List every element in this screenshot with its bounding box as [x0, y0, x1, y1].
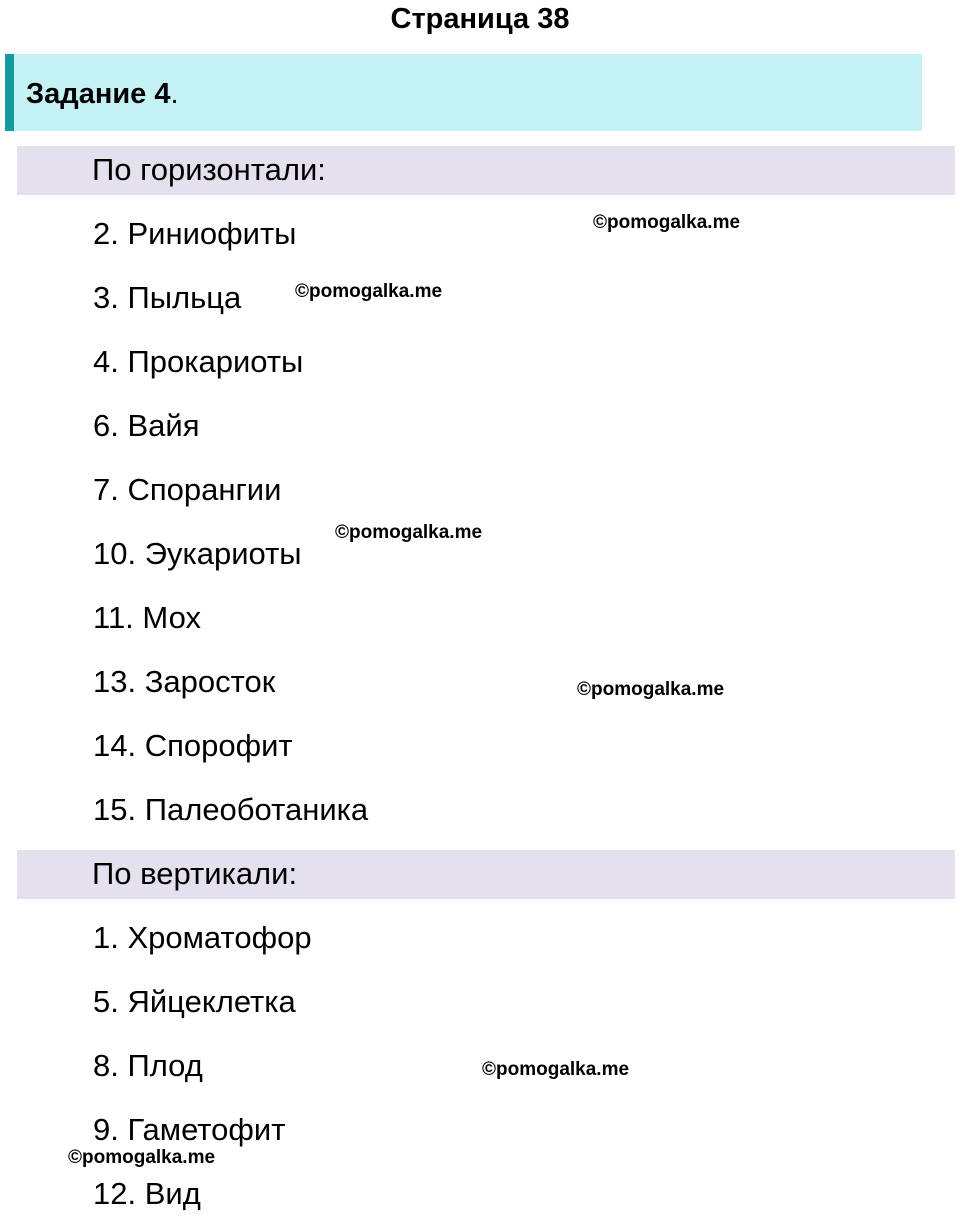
- section-vertical-label: По вертикали:: [92, 856, 298, 891]
- answer-vertical-8: 8. Плод: [93, 1048, 203, 1083]
- answer-vertical-5: 5. Яйцеклетка: [93, 984, 296, 1019]
- task-title-dot: .: [170, 78, 179, 110]
- answer-horizontal-4: 4. Прокариоты: [93, 344, 304, 379]
- watermark: ©pomogalka.me: [295, 281, 443, 302]
- page-title: Страница 38: [390, 3, 570, 35]
- answer-horizontal-11: 11. Мох: [93, 600, 201, 635]
- answer-horizontal-10: 10. Эукариоты: [93, 536, 302, 571]
- watermark: ©pomogalka.me: [335, 522, 483, 543]
- answer-horizontal-13: 13. Заросток: [93, 664, 276, 699]
- answer-horizontal-6: 6. Вайя: [93, 408, 200, 443]
- answer-vertical-1: 1. Хроматофор: [93, 920, 312, 955]
- section-vertical: [17, 850, 955, 899]
- watermark: ©pomogalka.me: [482, 1059, 630, 1080]
- task-title: [26, 77, 179, 111]
- task-header: [5, 54, 922, 131]
- answer-vertical-9: 9. Гаметофит: [93, 1112, 286, 1147]
- answer-horizontal-15: 15. Палеоботаника: [93, 792, 369, 827]
- answer-vertical-12: 12. Вид: [93, 1176, 201, 1211]
- section-horizontal-label: По горизонтали:: [92, 152, 326, 187]
- task-title-text: Задание 4: [26, 78, 171, 110]
- answer-horizontal-14: 14. Спорофит: [93, 728, 293, 763]
- answer-horizontal-7: 7. Спорангии: [93, 472, 282, 507]
- section-horizontal: [17, 146, 955, 195]
- answer-horizontal-2: 2. Риниофиты: [93, 216, 297, 251]
- watermark: ©pomogalka.me: [68, 1147, 216, 1168]
- watermark: ©pomogalka.me: [577, 679, 725, 700]
- answer-horizontal-3: 3. Пыльца: [93, 280, 242, 315]
- watermark: ©pomogalka.me: [593, 212, 741, 233]
